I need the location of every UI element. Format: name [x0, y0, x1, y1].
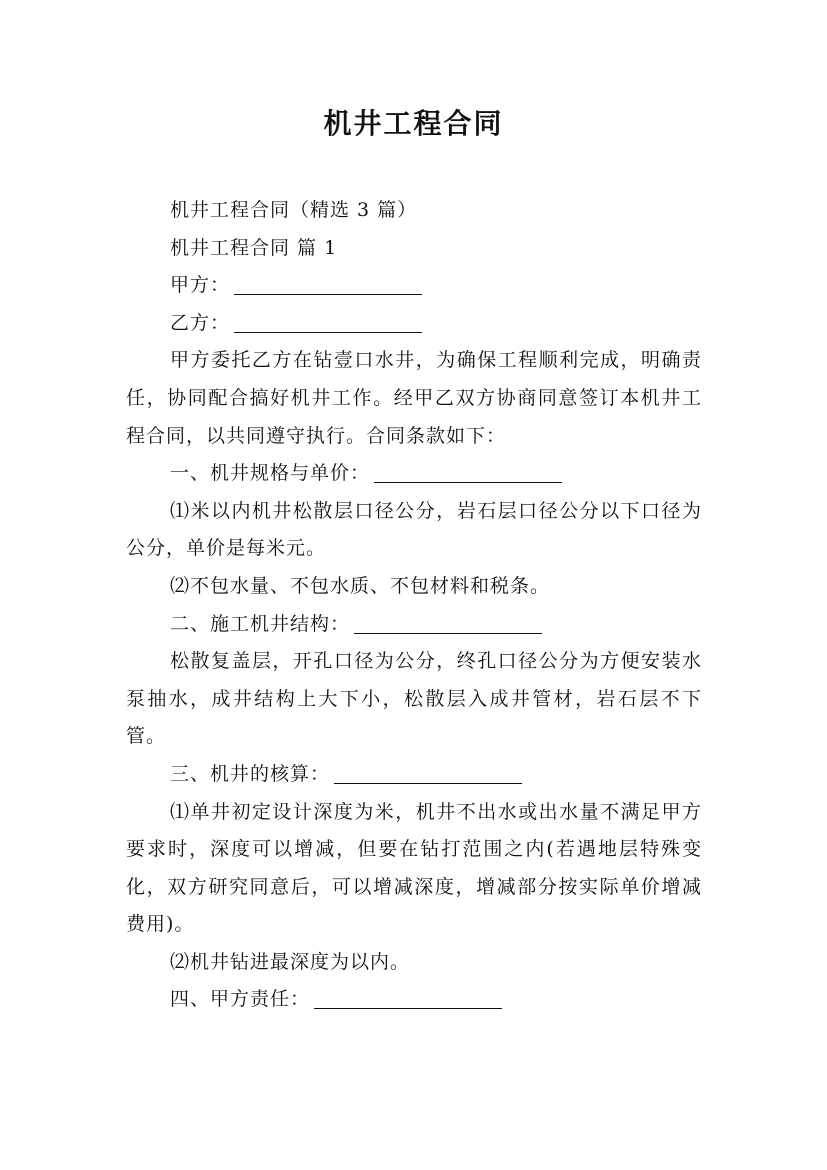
paragraph [126, 267, 702, 305]
paragraph-text: 机井工程合同 篇 1 [170, 236, 338, 259]
paragraph-text: ⑵机井钻进最深度为以内。 [170, 950, 411, 973]
paragraph-text: 四、甲方责任： [170, 988, 311, 1011]
document-title: 机井工程合同 [323, 107, 504, 140]
paragraph [126, 944, 702, 982]
paragraph-text: 乙方： [170, 311, 231, 334]
paragraph [126, 568, 702, 606]
paragraph [126, 305, 702, 343]
paragraph [126, 230, 702, 268]
paragraph-text: 三、机井的核算： [170, 762, 331, 785]
paragraph-text: 机井工程合同（精选 3 篇） [170, 199, 418, 221]
paragraph [126, 342, 702, 455]
paragraph [126, 643, 702, 756]
paragraph-text: 甲方： [170, 274, 231, 297]
paragraph-text: 一、机井规格与单价： [170, 462, 371, 485]
fill-in-blank-line [234, 293, 422, 295]
paragraph [126, 794, 702, 944]
paragraph [126, 455, 702, 493]
paragraph-text: 甲方委托乙方在钻壹口水井，为确保工程顺利完成，明确责任，协同配合搞好机井工作。经甲乙双方协商同意签订本机井工程合同，以共同遵守执行。合同条款如下： [126, 349, 702, 447]
paragraph [126, 606, 702, 644]
fill-in-blank-line [354, 632, 542, 634]
paragraph [126, 981, 702, 1019]
fill-in-blank-line [334, 782, 522, 784]
document-body [126, 192, 702, 1019]
paragraph [126, 756, 702, 794]
paragraph-text: 松散复盖层，开孔口径为公分，终孔口径公分为方便安装水泵抽水，成井结构上大下小，松散层入成井管材，岩石层不下管。 [126, 650, 702, 748]
fill-in-blank-line [234, 331, 422, 333]
fill-in-blank-line [314, 1007, 502, 1009]
paragraph [126, 192, 702, 230]
paragraph [126, 493, 702, 568]
paragraph-text: ⑴米以内机井松散层口径公分，岩石层口径公分以下口径为公分，单价是每米元。 [126, 499, 702, 560]
paragraph-text: ⑵不包水量、不包水质、不包材料和税条。 [170, 574, 551, 597]
paragraph-text: ⑴单井初定设计深度为米，机井不出水或出水量不满足甲方要求时，深度可以增减，但要在钻打范围之内(若遇地层特殊变化，双方研究同意后，可以增减深度，增减部分按实际单价增减费用)。 [126, 800, 702, 936]
fill-in-blank-line [374, 481, 562, 483]
paragraph-text: 二、施工机井结构： [170, 612, 351, 635]
